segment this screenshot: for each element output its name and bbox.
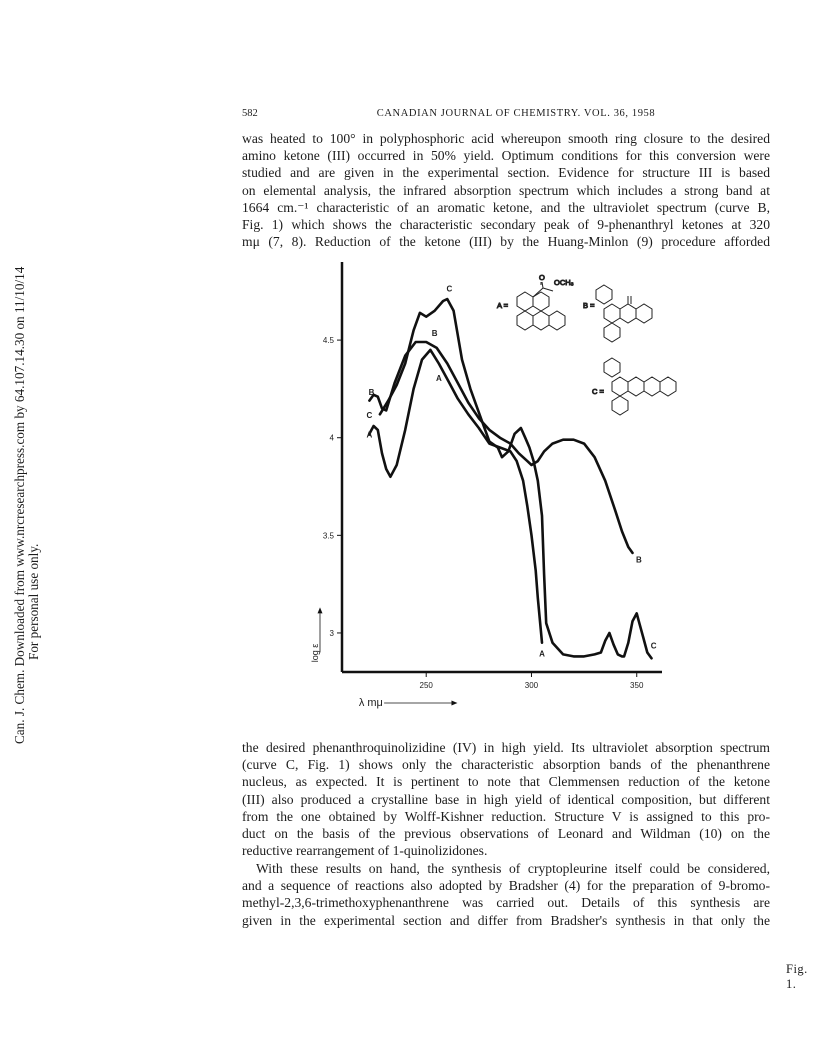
x-axis-arrowhead bbox=[451, 701, 457, 706]
paragraph-2-line: nucleus, as expected. It is pertinent to note that Clemmensen reduction of the ketone bbox=[242, 774, 770, 790]
paragraph-3-line: given in the experimental section and differ from Bradsher's synthesis in that only the bbox=[242, 912, 770, 928]
download-watermark bbox=[6, 266, 41, 744]
structure-c bbox=[592, 358, 676, 415]
y-tick-label: 4 bbox=[329, 433, 334, 443]
paragraph-2-line: from the one obtained by Wolff-Kishner reduction. Structure V is assigned to this pro- bbox=[242, 808, 770, 824]
ring-b4 bbox=[620, 304, 636, 323]
paragraph-1-line: Fig. 1) which shows the characteristic secondary peak of 9-phenanthryl ketones at 320 bbox=[242, 217, 770, 233]
series-c-label: C bbox=[366, 411, 373, 421]
figure-caption: Fig. 1. bbox=[786, 962, 808, 991]
page-header bbox=[242, 108, 790, 124]
chart-axes bbox=[342, 262, 662, 672]
ring-c4 bbox=[628, 377, 644, 396]
paragraph-2 bbox=[242, 739, 770, 859]
keto-oxygen-label: O bbox=[539, 273, 545, 282]
x-tick-label: 250 bbox=[419, 681, 433, 690]
series-b-label: B bbox=[431, 329, 438, 339]
paragraph-3 bbox=[242, 860, 770, 929]
page-number: 582 bbox=[242, 108, 258, 119]
ring-a3 bbox=[533, 311, 549, 330]
paragraph-2-line: the desired phenanthroquinolizidine (IV) in high yield. Its ultraviolet absorption spectrum bbox=[242, 740, 770, 755]
paragraph-3-line: With these results on hand, the synthesis of cryptopleurine itself could be considered, bbox=[256, 861, 770, 876]
ring-b3 bbox=[604, 323, 620, 342]
paragraph-1-line: studied and are given in the experimental section. Evidence for structure III is based bbox=[242, 165, 770, 181]
paragraph-1-line: 1664 cm.⁻¹ characteristic of an aromatic ketone, and the ultraviolet spectrum (curve B, bbox=[242, 199, 770, 215]
uv-absorption-chart bbox=[300, 252, 680, 732]
ring-a5 bbox=[549, 311, 565, 330]
paragraph-1 bbox=[242, 130, 770, 250]
paragraph-1-line: was heated to 100° in polyphosphoric acid whereupon smooth ring closure to the desired bbox=[242, 131, 770, 146]
paragraph-2-line: (curve C, Fig. 1) shows only the characteristic absorption bands of the phenanthrene bbox=[242, 757, 770, 773]
ring-a1 bbox=[517, 292, 533, 311]
paragraph-1-line: amino ketone (III) occurred in 50% yield. Optimum conditions for this conversion were bbox=[242, 148, 770, 164]
watermark-line-1: Can. J. Chem. Downloaded from www.nrcresearchpress.com by 64.107.14.30 on 11/10/14 bbox=[12, 266, 27, 744]
paragraph-2-line: duct on the basis of the previous observations of Leonard and Wildman (10) on the bbox=[242, 826, 770, 842]
series-a-label: A bbox=[435, 374, 442, 384]
ring-c3 bbox=[612, 396, 628, 415]
journal-title: CANADIAN JOURNAL OF CHEMISTRY. VOL. 36, 1958 bbox=[376, 108, 656, 119]
y-tick-label: 3 bbox=[329, 628, 334, 638]
x-tick-label: 300 bbox=[524, 681, 539, 690]
paragraph-3-line: methyl-2,3,6-trimethoxyphenanthrene was carried out. Details of this synthesis are bbox=[242, 895, 770, 911]
series-b-label: B bbox=[368, 387, 375, 397]
x-axis-label: λ mμ bbox=[358, 697, 383, 709]
ring-c1 bbox=[604, 358, 620, 377]
y-axis-label: log ε bbox=[310, 643, 320, 663]
series-a-label: A bbox=[366, 430, 373, 440]
methoxy-label: OCH₃ bbox=[554, 278, 574, 287]
ring-a2 bbox=[517, 311, 533, 330]
paragraph-3-line: and a sequence of reactions also adopted by Bradsher (4) for the preparation of 9-bromo- bbox=[242, 878, 770, 894]
x-tick-label: 350 bbox=[630, 681, 644, 690]
structure-b-label: B = bbox=[583, 301, 595, 310]
structure-a bbox=[497, 273, 574, 330]
series-c-line bbox=[380, 299, 652, 658]
structure-c-label: C = bbox=[592, 387, 604, 396]
chart-series bbox=[369, 299, 651, 658]
structure-b bbox=[583, 285, 652, 342]
ring-c2 bbox=[612, 377, 628, 396]
structure-diagrams bbox=[497, 273, 676, 415]
y-tick-label: 4.5 bbox=[322, 336, 334, 346]
paragraph-1-line: on elemental analysis, the infrared absorption spectrum which includes a strong band at bbox=[242, 182, 770, 198]
watermark-line-2: For personal use only. bbox=[26, 543, 41, 660]
series-c-label: C bbox=[446, 284, 453, 294]
ring-b5 bbox=[636, 304, 652, 323]
y-axis-arrowhead bbox=[318, 607, 323, 613]
paragraph-1-line: mμ (7, 8). Reduction of the ketone (III) by the Huang-Minlon (9) procedure afforded bbox=[242, 234, 770, 250]
ring-c5 bbox=[644, 377, 660, 396]
ring-b1 bbox=[596, 285, 612, 304]
ring-b2 bbox=[604, 304, 620, 323]
series-b-label: B bbox=[635, 555, 642, 565]
structure-a-label: A = bbox=[497, 301, 509, 310]
paragraph-2-line: reductive rearrangement of 1-quinolizidones. bbox=[242, 843, 488, 859]
y-tick-label: 3.5 bbox=[322, 531, 334, 541]
series-c-label: C bbox=[650, 641, 657, 651]
ring-c6 bbox=[660, 377, 676, 396]
series-a-line bbox=[369, 350, 542, 643]
paragraph-2-line: (III) also produced a crystalline base in high yield of identical composition, but different bbox=[242, 791, 770, 807]
series-a-label: A bbox=[539, 649, 545, 659]
